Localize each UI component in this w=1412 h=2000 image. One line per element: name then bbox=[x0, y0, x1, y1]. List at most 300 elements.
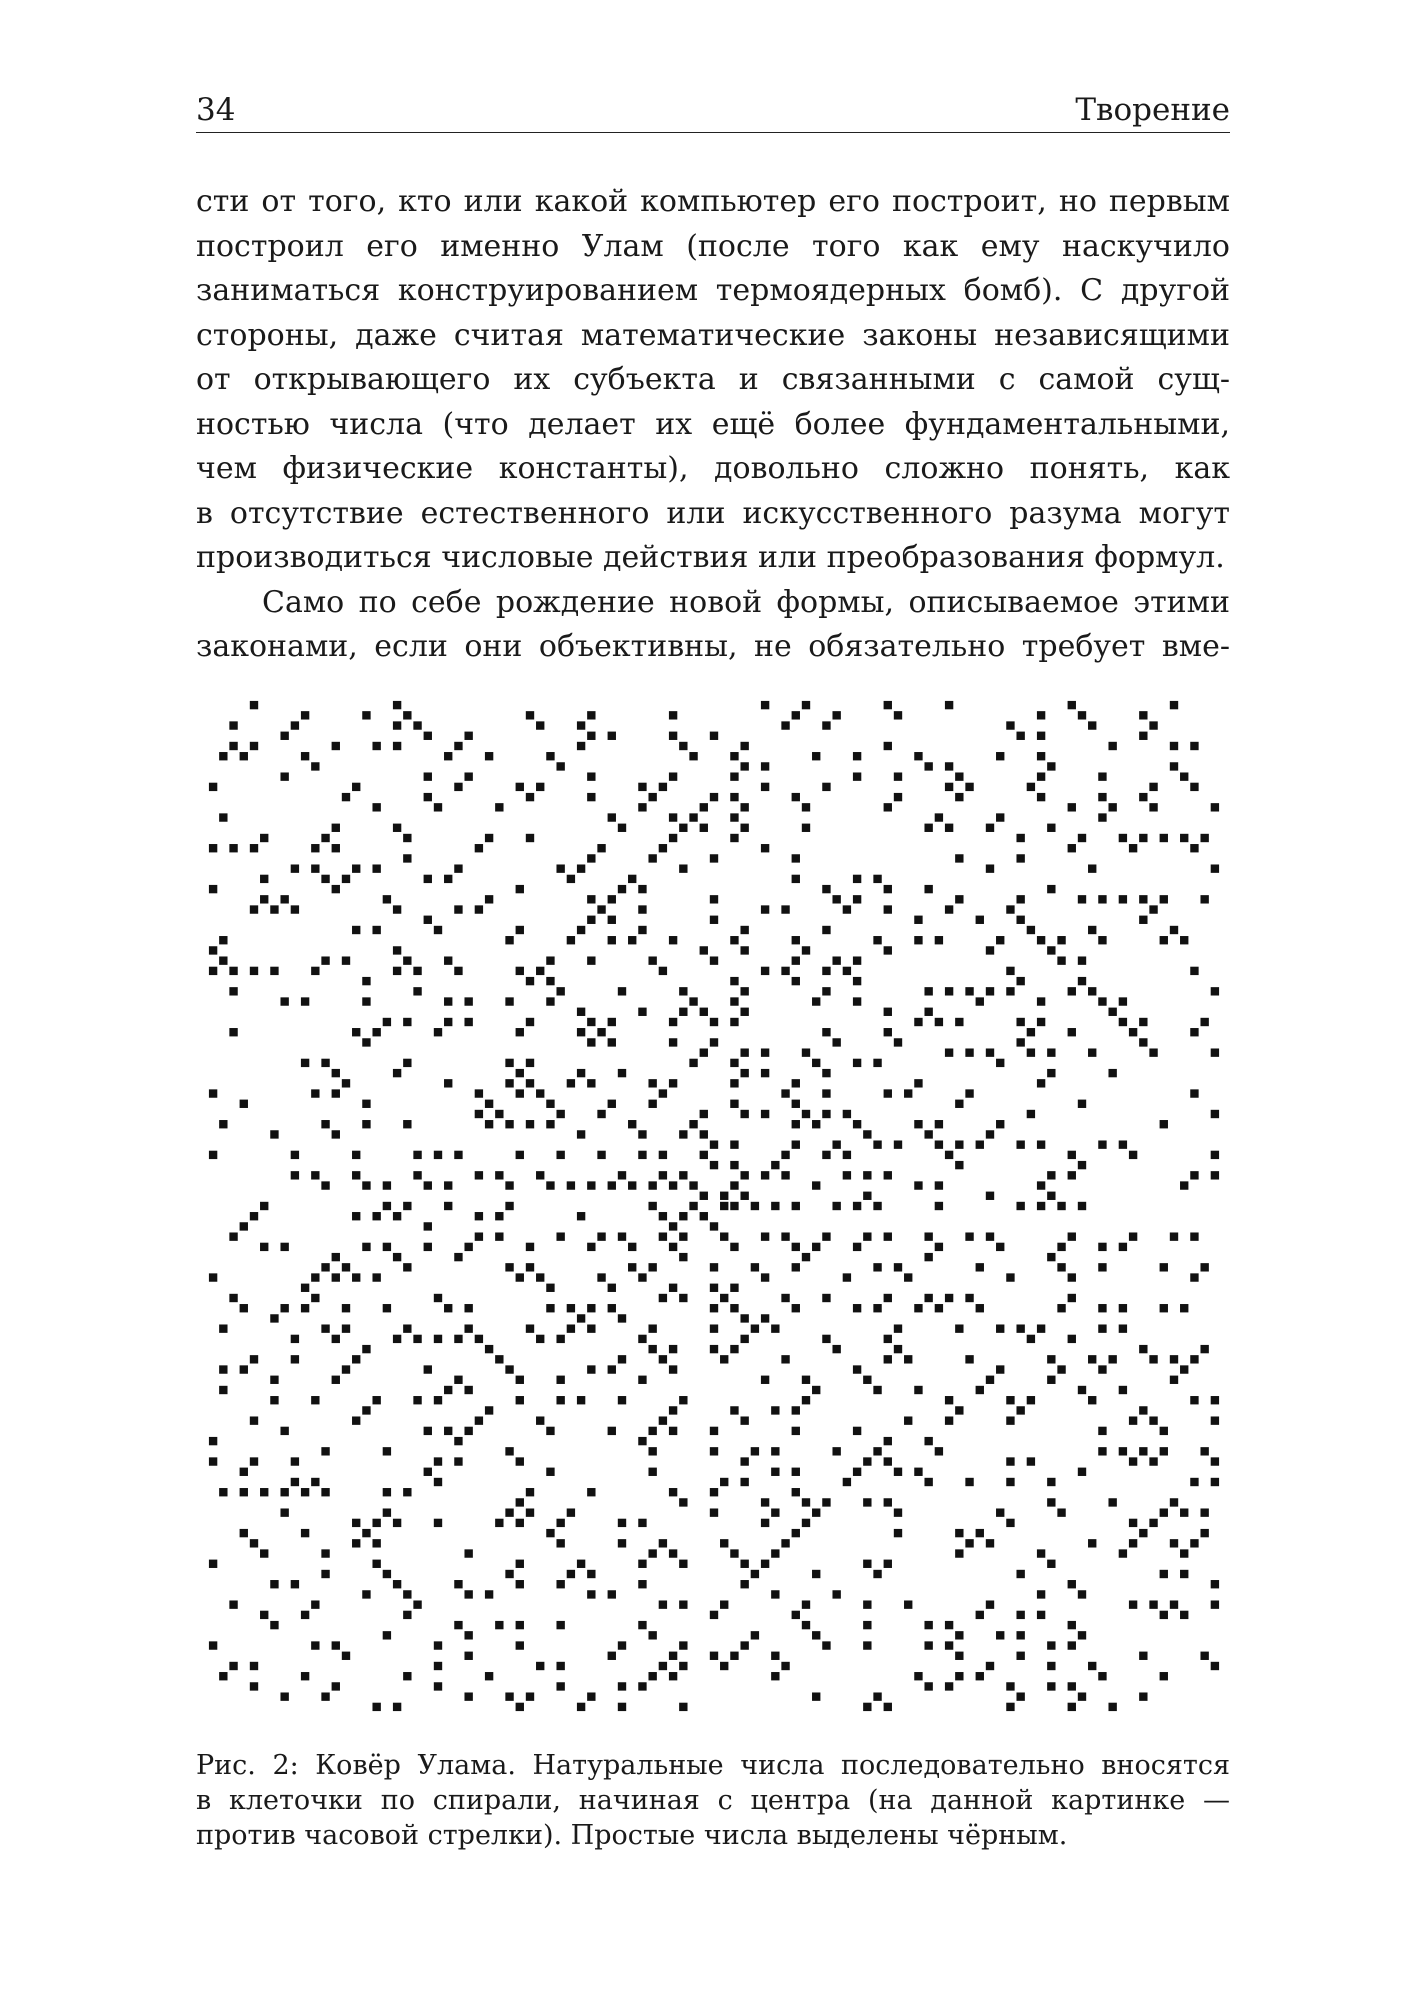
prime-cell bbox=[822, 1028, 830, 1036]
prime-cell bbox=[219, 1120, 227, 1128]
prime-cell bbox=[516, 1641, 524, 1649]
prime-cell bbox=[1149, 721, 1157, 729]
prime-cell bbox=[945, 824, 953, 832]
prime-cell bbox=[802, 1048, 810, 1056]
prime-cell bbox=[1047, 1355, 1055, 1363]
prime-cell bbox=[1088, 987, 1096, 995]
prime-cell bbox=[1160, 1427, 1168, 1435]
prime-cell bbox=[659, 1662, 667, 1670]
prime-cell bbox=[1160, 1570, 1168, 1578]
prime-cell bbox=[996, 813, 1004, 821]
prime-cell bbox=[280, 1243, 288, 1251]
prime-cell bbox=[1016, 1406, 1024, 1414]
prime-cell bbox=[240, 1488, 248, 1496]
prime-cell bbox=[740, 1416, 748, 1424]
prime-cell bbox=[638, 1008, 646, 1016]
prime-cell bbox=[444, 752, 452, 760]
prime-cell bbox=[1139, 1692, 1147, 1700]
prime-cell bbox=[372, 864, 380, 872]
prime-cell bbox=[638, 1682, 646, 1690]
prime-cell bbox=[710, 732, 718, 740]
prime-cell bbox=[710, 1222, 718, 1230]
prime-cell bbox=[291, 905, 299, 913]
running-head bbox=[196, 88, 1230, 133]
prime-cell bbox=[884, 1437, 892, 1445]
prime-cell bbox=[710, 1652, 718, 1660]
prime-cell bbox=[740, 926, 748, 934]
prime-cell bbox=[1027, 926, 1035, 934]
prime-cell bbox=[720, 1478, 728, 1486]
prime-cell bbox=[648, 1100, 656, 1108]
prime-cell bbox=[475, 1335, 483, 1343]
prime-cell bbox=[403, 1672, 411, 1680]
prime-cell bbox=[955, 1140, 963, 1148]
prime-cell bbox=[884, 905, 892, 913]
prime-cell bbox=[597, 905, 605, 913]
prime-cell bbox=[1190, 1028, 1198, 1036]
prime-cell bbox=[924, 885, 932, 893]
prime-cell bbox=[1180, 1611, 1188, 1619]
prime-cell bbox=[424, 732, 432, 740]
prime-cell bbox=[1149, 1416, 1157, 1424]
prime-cell bbox=[393, 1519, 401, 1527]
prime-cell bbox=[648, 1427, 656, 1435]
prime-cell bbox=[546, 752, 554, 760]
prime-cell bbox=[311, 1273, 319, 1281]
prime-cell bbox=[464, 1427, 472, 1435]
prime-cell bbox=[383, 1018, 391, 1026]
prime-cell bbox=[485, 1100, 493, 1108]
prime-cell bbox=[812, 1243, 820, 1251]
prime-cell bbox=[924, 1294, 932, 1302]
prime-cell bbox=[1057, 1508, 1065, 1516]
prime-cell bbox=[730, 772, 738, 780]
prime-cell bbox=[730, 1202, 738, 1210]
prime-cell bbox=[475, 1212, 483, 1220]
prime-cell bbox=[802, 1621, 810, 1629]
prime-cell bbox=[679, 1008, 687, 1016]
prime-cell bbox=[608, 895, 616, 903]
prime-cell bbox=[873, 1692, 881, 1700]
prime-cell bbox=[464, 1243, 472, 1251]
prime-cell bbox=[608, 1365, 616, 1373]
prime-cell bbox=[505, 1508, 513, 1516]
prime-cell bbox=[444, 1181, 452, 1189]
prime-cell bbox=[924, 1130, 932, 1138]
prime-cell bbox=[332, 1130, 340, 1138]
prime-cell bbox=[955, 1529, 963, 1537]
prime-cell bbox=[822, 1232, 830, 1240]
prime-cell bbox=[924, 1232, 932, 1240]
prime-cell bbox=[209, 1151, 217, 1159]
prime-cell bbox=[914, 752, 922, 760]
prime-cell bbox=[792, 1243, 800, 1251]
prime-cell bbox=[1098, 772, 1106, 780]
prime-cell bbox=[1047, 1560, 1055, 1568]
prime-cell bbox=[792, 936, 800, 944]
prime-cell bbox=[986, 1539, 994, 1547]
prime-cell bbox=[1037, 1140, 1045, 1148]
prime-cell bbox=[1078, 1161, 1086, 1169]
prime-cell bbox=[1170, 1498, 1178, 1506]
prime-cell bbox=[526, 1018, 534, 1026]
prime-cell bbox=[342, 1365, 350, 1373]
prime-cell bbox=[526, 1324, 534, 1332]
prime-cell bbox=[219, 1488, 227, 1496]
prime-cell bbox=[250, 1416, 258, 1424]
prime-cell bbox=[792, 1427, 800, 1435]
prime-cell bbox=[556, 1110, 564, 1118]
prime-cell bbox=[710, 1018, 718, 1026]
prime-cell bbox=[638, 1580, 646, 1588]
prime-cell bbox=[260, 1611, 268, 1619]
prime-cell bbox=[853, 1243, 861, 1251]
prime-cell bbox=[567, 1079, 575, 1087]
prime-cell bbox=[679, 742, 687, 750]
prime-cell bbox=[608, 936, 616, 944]
prime-cell bbox=[250, 1212, 258, 1220]
prime-cell bbox=[505, 997, 513, 1005]
prime-cell bbox=[843, 1478, 851, 1486]
prime-cell bbox=[638, 1376, 646, 1384]
prime-cell bbox=[270, 1396, 278, 1404]
prime-cell bbox=[240, 1529, 248, 1537]
prime-cell bbox=[393, 1703, 401, 1711]
prime-cell bbox=[1057, 1263, 1065, 1271]
prime-cell bbox=[362, 1038, 370, 1046]
prime-cell bbox=[321, 1692, 329, 1700]
prime-cell bbox=[669, 1284, 677, 1292]
prime-cell bbox=[424, 1243, 432, 1251]
prime-cell bbox=[679, 1212, 687, 1220]
prime-cell bbox=[761, 762, 769, 770]
prime-cell bbox=[863, 1703, 871, 1711]
prime-cell bbox=[597, 1273, 605, 1281]
body-line: стороны, даже считая математические законы независящими bbox=[196, 317, 1230, 353]
prime-cell bbox=[730, 813, 738, 821]
prime-cell bbox=[618, 1171, 626, 1179]
prime-cell bbox=[393, 824, 401, 832]
prime-cell bbox=[495, 1355, 503, 1363]
body-line: построил его именно Улам (после того как ему наскучило bbox=[196, 228, 1230, 264]
prime-cell bbox=[1016, 1631, 1024, 1639]
prime-cell bbox=[618, 1314, 626, 1322]
prime-cell bbox=[1068, 1703, 1076, 1711]
prime-cell bbox=[648, 1324, 656, 1332]
prime-cell bbox=[454, 905, 462, 913]
prime-cell bbox=[444, 997, 452, 1005]
prime-cell bbox=[577, 926, 585, 934]
prime-cell bbox=[648, 1079, 656, 1087]
prime-cell bbox=[935, 1243, 943, 1251]
prime-cell bbox=[454, 1335, 462, 1343]
prime-cell bbox=[1200, 895, 1208, 903]
prime-cell bbox=[884, 1171, 892, 1179]
prime-cell bbox=[1129, 1232, 1137, 1240]
prime-cell bbox=[413, 1396, 421, 1404]
prime-cell bbox=[311, 1600, 319, 1608]
prime-cell bbox=[229, 987, 237, 995]
prime-cell bbox=[1211, 1151, 1219, 1159]
prime-cell bbox=[1088, 1355, 1096, 1363]
prime-cell bbox=[1078, 1692, 1086, 1700]
prime-cell bbox=[1068, 1621, 1076, 1629]
prime-cell bbox=[792, 875, 800, 883]
prime-cell bbox=[884, 1008, 892, 1016]
prime-cell bbox=[996, 752, 1004, 760]
prime-cell bbox=[781, 1151, 789, 1159]
prime-cell bbox=[1088, 864, 1096, 872]
prime-cell bbox=[332, 742, 340, 750]
prime-cell bbox=[475, 1232, 483, 1240]
prime-cell bbox=[761, 783, 769, 791]
prime-cell bbox=[618, 1703, 626, 1711]
prime-cell bbox=[914, 1386, 922, 1394]
prime-cell bbox=[832, 956, 840, 964]
prime-cell bbox=[332, 1335, 340, 1343]
prime-cell bbox=[1006, 1416, 1014, 1424]
prime-cell bbox=[1200, 1652, 1208, 1660]
prime-cell bbox=[1129, 844, 1137, 852]
prime-cell bbox=[669, 1652, 677, 1660]
prime-cell bbox=[945, 1396, 953, 1404]
prime-cell bbox=[1037, 1590, 1045, 1598]
prime-cell bbox=[1016, 1570, 1024, 1578]
prime-cell bbox=[873, 936, 881, 944]
prime-cell bbox=[761, 1069, 769, 1077]
prime-cell bbox=[730, 793, 738, 801]
prime-cell bbox=[843, 1273, 851, 1281]
prime-cell bbox=[781, 721, 789, 729]
prime-cell bbox=[894, 1529, 902, 1537]
prime-cell bbox=[403, 1488, 411, 1496]
prime-cell bbox=[393, 701, 401, 709]
prime-cell bbox=[863, 1130, 871, 1138]
prime-cell bbox=[638, 1621, 646, 1629]
prime-cell bbox=[730, 1243, 738, 1251]
prime-cell bbox=[516, 1519, 524, 1527]
prime-cell bbox=[945, 1682, 953, 1690]
prime-cell bbox=[526, 977, 534, 985]
prime-cell bbox=[209, 1641, 217, 1649]
prime-cell bbox=[219, 1672, 227, 1680]
prime-cell bbox=[597, 1110, 605, 1118]
prime-cell bbox=[863, 1376, 871, 1384]
prime-cell bbox=[781, 1232, 789, 1240]
prime-cell bbox=[393, 742, 401, 750]
prime-cell bbox=[792, 1304, 800, 1312]
prime-cell bbox=[1139, 1038, 1147, 1046]
prime-cell bbox=[219, 1386, 227, 1394]
prime-cell bbox=[863, 1560, 871, 1568]
body-line: ностью числа (что делает их ещё более фундаментальными, bbox=[196, 406, 1230, 442]
prime-cell bbox=[873, 1447, 881, 1455]
chapter-title: Творение bbox=[1075, 92, 1230, 128]
prime-cell bbox=[321, 1059, 329, 1067]
ulam-spiral-canvas bbox=[208, 700, 1220, 1712]
prime-cell bbox=[822, 1069, 830, 1077]
prime-cell bbox=[301, 1529, 309, 1537]
prime-cell bbox=[679, 1703, 687, 1711]
prime-cell bbox=[720, 1232, 728, 1240]
prime-cell bbox=[1119, 1549, 1127, 1557]
prime-cell bbox=[679, 1130, 687, 1138]
prime-cell bbox=[546, 977, 554, 985]
prime-cell bbox=[1139, 793, 1147, 801]
prime-cell bbox=[464, 1590, 472, 1598]
prime-cell bbox=[321, 1324, 329, 1332]
prime-cell bbox=[792, 1406, 800, 1414]
prime-cell bbox=[771, 1406, 779, 1414]
prime-cell bbox=[730, 1652, 738, 1660]
prime-cell bbox=[986, 946, 994, 954]
prime-cell bbox=[291, 1457, 299, 1465]
prime-cell bbox=[771, 1161, 779, 1169]
prime-cell bbox=[986, 1130, 994, 1138]
prime-cell bbox=[332, 1376, 340, 1384]
prime-cell bbox=[659, 1416, 667, 1424]
prime-cell bbox=[403, 1059, 411, 1067]
prime-cell bbox=[1160, 1508, 1168, 1516]
prime-cell bbox=[853, 752, 861, 760]
prime-cell bbox=[884, 1335, 892, 1343]
prime-cell bbox=[986, 1662, 994, 1670]
prime-cell bbox=[638, 1130, 646, 1138]
prime-cell bbox=[689, 1202, 697, 1210]
prime-cell bbox=[1037, 997, 1045, 1005]
prime-cell bbox=[965, 1478, 973, 1486]
prime-cell bbox=[608, 916, 616, 924]
prime-cell bbox=[1027, 783, 1035, 791]
prime-cell bbox=[352, 1028, 360, 1036]
prime-cell bbox=[587, 793, 595, 801]
prime-cell bbox=[485, 1345, 493, 1353]
prime-cell bbox=[648, 1263, 656, 1271]
prime-cell bbox=[853, 1468, 861, 1476]
prime-cell bbox=[638, 1519, 646, 1527]
prime-cell bbox=[1160, 895, 1168, 903]
prime-cell bbox=[1027, 1110, 1035, 1118]
prime-cell bbox=[362, 1243, 370, 1251]
prime-cell bbox=[1119, 895, 1127, 903]
prime-cell bbox=[618, 1355, 626, 1363]
prime-cell bbox=[638, 1437, 646, 1445]
prime-cell bbox=[679, 1294, 687, 1302]
prime-cell bbox=[894, 1508, 902, 1516]
prime-cell bbox=[485, 1406, 493, 1414]
prime-cell bbox=[1057, 1243, 1065, 1251]
prime-cell bbox=[526, 1059, 534, 1067]
prime-cell bbox=[710, 1345, 718, 1353]
prime-cell bbox=[945, 1416, 953, 1424]
prime-cell bbox=[648, 1631, 656, 1639]
prime-cell bbox=[1108, 1069, 1116, 1077]
prime-cell bbox=[1016, 854, 1024, 862]
prime-cell bbox=[567, 1570, 575, 1578]
prime-cell bbox=[219, 813, 227, 821]
prime-cell bbox=[577, 721, 585, 729]
prime-cell bbox=[700, 1110, 708, 1118]
prime-cell bbox=[648, 1181, 656, 1189]
prime-cell bbox=[270, 1580, 278, 1588]
prime-cell bbox=[1119, 834, 1127, 842]
prime-cell bbox=[792, 1263, 800, 1271]
prime-cell bbox=[1037, 1611, 1045, 1619]
prime-cell bbox=[372, 1539, 380, 1547]
prime-cell bbox=[475, 844, 483, 852]
prime-cell bbox=[965, 783, 973, 791]
prime-cell bbox=[884, 803, 892, 811]
prime-cell bbox=[546, 1427, 554, 1435]
prime-cell bbox=[1211, 1416, 1219, 1424]
prime-cell bbox=[781, 905, 789, 913]
prime-cell bbox=[495, 1171, 503, 1179]
prime-cell bbox=[730, 936, 738, 944]
prime-cell bbox=[802, 946, 810, 954]
prime-cell bbox=[812, 1631, 820, 1639]
prime-cell bbox=[976, 1611, 984, 1619]
prime-cell bbox=[832, 711, 840, 719]
prime-cell bbox=[1068, 1028, 1076, 1036]
prime-cell bbox=[567, 1324, 575, 1332]
prime-cell bbox=[505, 936, 513, 944]
prime-cell bbox=[1047, 824, 1055, 832]
prime-cell bbox=[710, 1508, 718, 1516]
prime-cell bbox=[311, 1641, 319, 1649]
prime-cell bbox=[280, 997, 288, 1005]
prime-cell bbox=[761, 1048, 769, 1056]
prime-cell bbox=[679, 1662, 687, 1670]
prime-cell bbox=[516, 885, 524, 893]
prime-cell bbox=[935, 1018, 943, 1026]
prime-cell bbox=[587, 1304, 595, 1312]
prime-cell bbox=[863, 1457, 871, 1465]
prime-cell bbox=[945, 1294, 953, 1302]
prime-cell bbox=[1160, 1611, 1168, 1619]
prime-cell bbox=[1211, 1110, 1219, 1118]
prime-cell bbox=[556, 1682, 564, 1690]
prime-cell bbox=[853, 875, 861, 883]
prime-cell bbox=[771, 1590, 779, 1598]
prime-cell bbox=[935, 1181, 943, 1189]
prime-cell bbox=[986, 1192, 994, 1200]
prime-cell bbox=[822, 1335, 830, 1343]
prime-cell bbox=[1098, 997, 1106, 1005]
prime-cell bbox=[740, 803, 748, 811]
prime-cell bbox=[1190, 783, 1198, 791]
prime-cell bbox=[516, 1028, 524, 1036]
prime-cell bbox=[475, 1089, 483, 1097]
prime-cell bbox=[710, 1161, 718, 1169]
prime-cell bbox=[454, 783, 462, 791]
prime-cell bbox=[740, 824, 748, 832]
prime-cell bbox=[250, 701, 258, 709]
prime-cell bbox=[260, 895, 268, 903]
prime-cell bbox=[526, 1508, 534, 1516]
prime-cell bbox=[1047, 1253, 1055, 1261]
prime-cell bbox=[792, 1488, 800, 1496]
prime-cell bbox=[628, 1243, 636, 1251]
prime-cell bbox=[1078, 1468, 1086, 1476]
prime-cell bbox=[965, 1232, 973, 1240]
prime-cell bbox=[710, 854, 718, 862]
prime-cell bbox=[352, 1416, 360, 1424]
prime-cell bbox=[986, 1600, 994, 1608]
prime-cell bbox=[792, 977, 800, 985]
prime-cell bbox=[822, 967, 830, 975]
prime-cell bbox=[362, 997, 370, 1005]
prime-cell bbox=[679, 1560, 687, 1568]
